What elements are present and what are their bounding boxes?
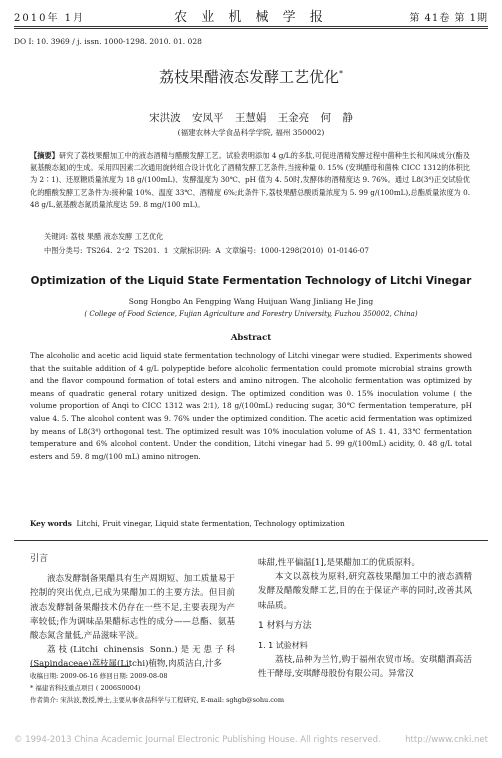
header-volume: 第 41卷 第 1期	[409, 13, 488, 24]
footnote-fund: * 福建省科技重点项目 ( 2006S0004)	[30, 684, 141, 692]
abstract-cn-label: 【摘要】	[30, 151, 60, 160]
abstract-cn-text: 研究了荔枝果醋加工中的液态酒精与醋酸发酵工艺。试验表明添加 4 g/L的多肽,可促进酒精发酵过程中菌种生长和风味成分(酯及氨基酸态氮)的生成。采用四因素二次通用旋转组合设计优化了酒精发酵工艺条件,当接种量 0. 15% (安琪醋母和菌株 CICC 1312的体积比为 2∶1)、还原糖质量浓度为 18 g/(100mL)、发酵温度为 30℃、pH 值为 4. 50时,发酵体的酒精度达 9. 76%。通过 L8(3⁴)正交试验优化的醋酸发酵工艺条件为:接种量 10%、温度 33℃、酒精度 6%;此条件下,荔枝果醋总酸质量浓度为 5. 99 g/(100mL),总酯质量浓度为 0. 48 g/L,氨基酸态氮质量浓度达 59. 8 mg/(100 mL)。	[30, 151, 470, 209]
english-authors: Song Hongbo An Fengping Wang Huijuan Wang Jinliang He Jing	[128, 297, 374, 306]
english-abstract-heading: Abstract	[230, 333, 272, 343]
affiliation: (福建农林大学食品科学学院, 福州 350002)	[177, 128, 325, 137]
footnote-received: 收稿日期: 2009-06-16 修回日期: 2009-08-08	[30, 672, 168, 680]
left-column	[30, 552, 235, 672]
section-heading-materials: 1 材料与方法	[258, 620, 312, 631]
intro-heading: 引言	[30, 554, 49, 564]
header-rule	[14, 26, 488, 27]
header-date: 2010年 1月	[14, 13, 85, 24]
authors: 宋洪波 安凤平 王慧娟 王金亮 何 静	[149, 112, 353, 124]
right-column	[258, 556, 472, 682]
intro-paragraph-2: 荔枝(Litchi chinensis Sonn.)是无患子科(Sapindaceae)荔枝属(Litchi)植物,肉质洁白,汁多	[30, 645, 235, 670]
english-abstract: The alcoholic and acetic acid liquid state fermentation technology of Litchi vinegar were studied. Experiments showed that the suitable addition of 4 g/L polypeptide before alcoholic fermentation could promote microbial strains growth and the flavor compound formation of total esters and amino nitrogen. The alcoholic fermentation was optimized by means of quadratic general rotary unitized design. The optimized condition was 0. 15% inoculation volume ( the volume proportion of Anqi to CICC 1312 was 2∶1), 18 g/(100mL) reducing sugar, 30℃ fermentation temperature, pH value 4. 5. The alcohol content was 9. 76% under the optimized condition. The acetic acid fermentation was optimized by means of L8(3⁴) orthogonal test. The optimized result was 10% inoculation volume of AS 1. 41, 33℃ fermentation temperature and 6% alcohol content. Under the condition, Litchi vinegar had 5. 99 g/(100mL) acidity, 0. 48 g/L total esters and 59. 8 mg/(100 mL) amino nitrogen.	[30, 351, 472, 461]
subsection-heading-materials: 1. 1 试验材料	[258, 641, 308, 651]
section-divider	[14, 540, 488, 541]
watermark-copyright: © 1994-2013 China Academic Journal Electronic Publishing House. All rights reserved.	[14, 735, 381, 745]
right-paragraph-2: 本文以荔枝为原料,研究荔枝果醋加工中的液态酒精发酵及醋酸发酵工艺,目的在于保证产率的同时,改善其风味品质。	[258, 572, 472, 611]
classification-cn: 中图分类号: TS264. 2⁺2 TS201. 1 文献标识码: A 文章编号: 1000-1298(2010) 01-0146-07	[44, 246, 369, 255]
english-keywords	[30, 519, 472, 528]
paper-title-text: 荔枝果醋液态发酵工艺优化	[158, 68, 339, 86]
footnote-author: 作者简介: 宋洪波,教授,博士,主要从事食品科学与工程研究, E-mail: sghgb@sohu.com	[30, 696, 285, 704]
abstract-cn	[30, 150, 470, 211]
watermark-url: http://www.cnki.net	[405, 735, 488, 745]
right-paragraph-1: 味甜,性平偏温[1],是果醋加工的优质原料。	[258, 558, 420, 568]
doi: DO I: 10. 3969 / j. issn. 1000-1298. 2010. 01. 028	[14, 37, 202, 46]
title-footnote-mark: *	[339, 69, 343, 78]
paper-title	[0, 66, 502, 87]
running-header	[14, 6, 488, 24]
footnote-rule	[30, 666, 130, 667]
keywords-cn: 关键词: 荔枝 果醋 液态发酵 工艺优化	[44, 232, 164, 241]
english-keywords-label: Key words	[30, 519, 72, 528]
right-paragraph-3: 荔枝,品种为兰竹,购于福州农贸市场。安琪醋酒高活性干酵母,安琪酵母股份有限公司。异常汉	[258, 655, 472, 680]
english-title: Optimization of the Liquid State Fermentation Technology of Litchi Vinegar	[30, 275, 472, 287]
header-journal-name: 农 业 机 械 学 报	[174, 10, 328, 25]
english-affiliation: ( College of Food Science, Fujian Agriculture and Forestry University, Fuzhou 350002, China)	[84, 310, 418, 318]
cnki-watermark	[14, 735, 488, 745]
english-keywords-text: Litchi, Fruit vinegar, Liquid state fermentation, Technology optimization	[76, 519, 345, 528]
header-rule-thin	[14, 28, 488, 29]
intro-paragraph-1: 液态发酵制备果醋具有生产周期短、加工质量易于控制的突出优点,已成为果醋加工的主要方法。但目前液态发酵制备果醋技术仍存在一些不足,主要表现为产率较低;作为调味品果醋标志性的成分——总酯、氨基酸态氮含量低,产品滋味平淡。	[30, 574, 235, 642]
